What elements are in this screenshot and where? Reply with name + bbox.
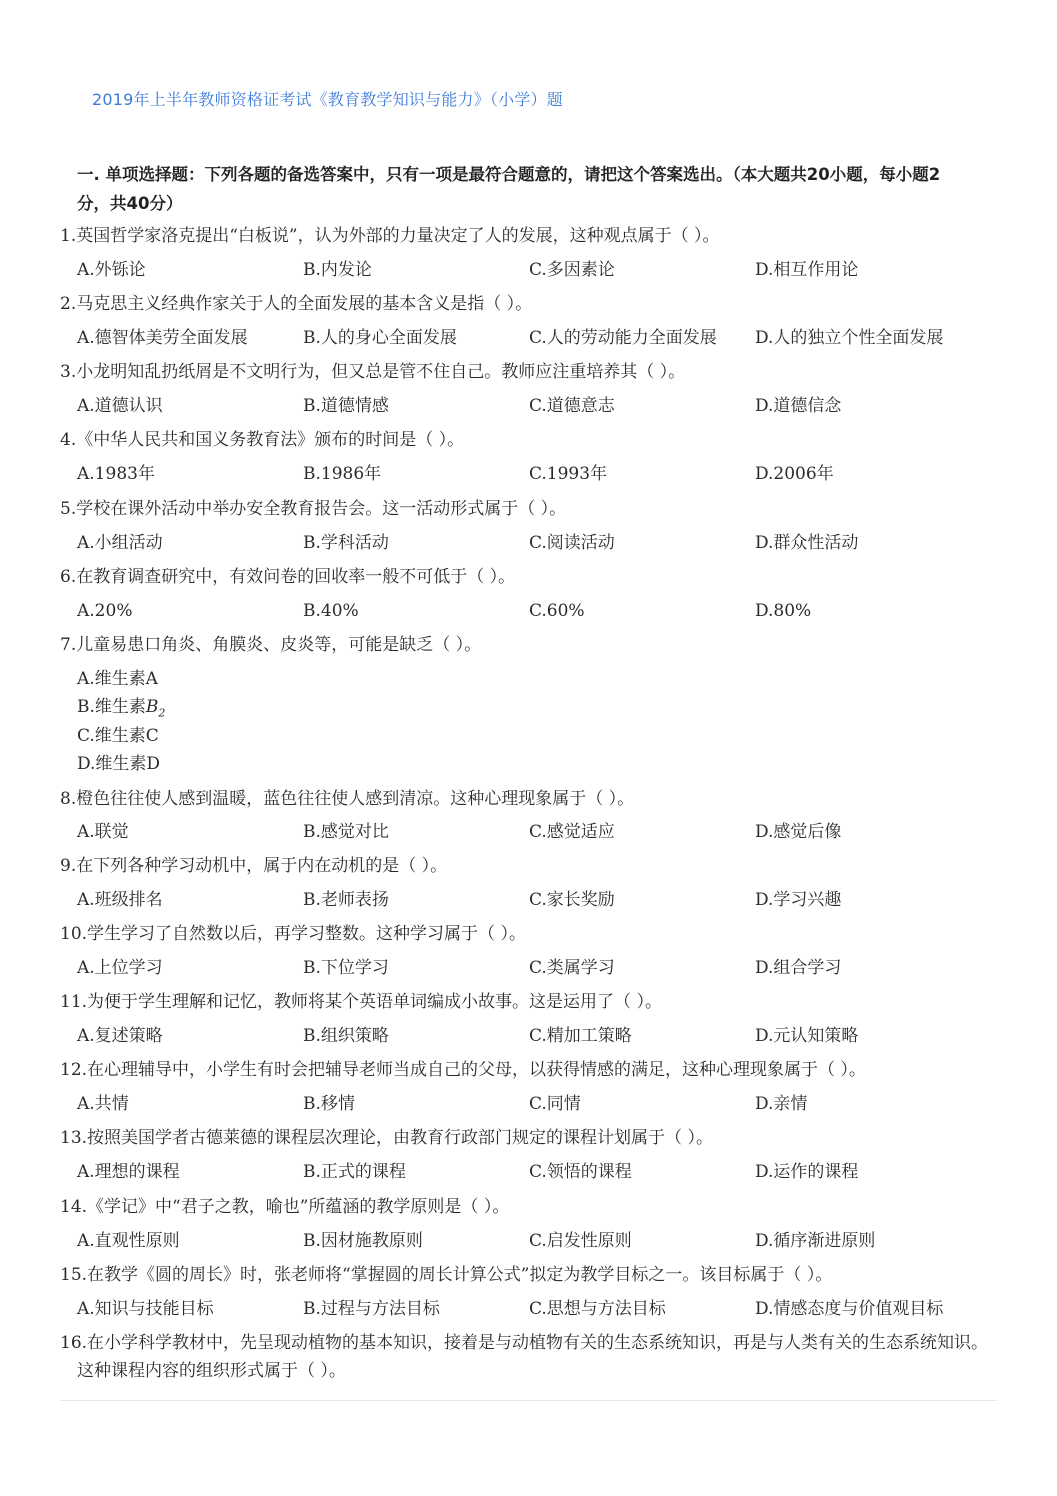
option-c: C.感觉适应 bbox=[529, 822, 615, 842]
option-b: B.内发论 bbox=[303, 260, 372, 280]
option-b: B.老师表扬 bbox=[303, 890, 389, 910]
option-b: B.1986年 bbox=[303, 464, 382, 484]
option-c: C.道德意志 bbox=[529, 396, 615, 416]
option-b-symbol: B bbox=[145, 697, 159, 717]
question-3-options bbox=[77, 392, 997, 420]
option-c: C.精加工策略 bbox=[529, 1026, 632, 1046]
option-b: B.人的身心全面发展 bbox=[303, 328, 457, 348]
option-a: A.知识与技能目标 bbox=[77, 1299, 214, 1319]
option-d: D.群众性活动 bbox=[755, 533, 859, 553]
option-c: C.1993年 bbox=[529, 464, 608, 484]
option-d: D.80% bbox=[755, 601, 812, 621]
option-a: A.道德认识 bbox=[77, 396, 163, 416]
question-14-options bbox=[77, 1227, 997, 1255]
option-d: D.相互作用论 bbox=[755, 260, 859, 280]
question-5-stem: 5.学校在课外活动中举办安全教育报告会。这一活动形式属于（ ）。 bbox=[60, 499, 567, 519]
question-11-stem: 11.为便于学生理解和记忆，教师将某个英语单词编成小故事。这是运用了（ ）。 bbox=[60, 992, 662, 1012]
page-divider bbox=[60, 1400, 997, 1401]
option-c: C.类属学习 bbox=[529, 958, 615, 978]
option-b: B.过程与方法目标 bbox=[303, 1299, 440, 1319]
option-c: C.家长奖励 bbox=[529, 890, 615, 910]
question-10-options bbox=[77, 954, 997, 982]
option-b: B.感觉对比 bbox=[303, 822, 389, 842]
option-d: D.2006年 bbox=[755, 464, 834, 484]
option-a: A.20% bbox=[77, 601, 133, 621]
question-10-stem: 10.学生学习了自然数以后，再学习整数。这种学习属于（ ）。 bbox=[60, 924, 526, 944]
option-c: C.60% bbox=[529, 601, 585, 621]
section-heading: 一. 单项选择题：下列各题的备选答案中，只有一项是最符合题意的，请把这个答案选出。（本大题共20小题，每小题2分，共40分） bbox=[77, 165, 941, 213]
option-d: D.元认知策略 bbox=[755, 1026, 859, 1046]
option-b: B.下位学习 bbox=[303, 958, 389, 978]
option-a: A.1983年 bbox=[77, 464, 155, 484]
option-a: A.德智体美劳全面发展 bbox=[77, 328, 248, 348]
question-4-options bbox=[77, 460, 997, 488]
option-b-text: B.维生素 bbox=[77, 697, 146, 717]
option-b: B.40% bbox=[303, 601, 359, 621]
option-d: D.情感态度与价值观目标 bbox=[755, 1299, 944, 1319]
option-a: A.理想的课程 bbox=[77, 1162, 180, 1182]
option-d: D.人的独立个性全面发展 bbox=[755, 328, 944, 348]
option-d: D.组合学习 bbox=[755, 958, 842, 978]
question-12-options bbox=[77, 1090, 997, 1118]
question-9-stem: 9.在下列各种学习动机中，属于内在动机的是（ ）。 bbox=[60, 856, 448, 876]
option-c: C.领悟的课程 bbox=[529, 1162, 632, 1182]
question-11-options bbox=[77, 1022, 997, 1050]
option-a: A.上位学习 bbox=[77, 958, 163, 978]
option-c: C.思想与方法目标 bbox=[529, 1299, 666, 1319]
question-16-stem: 16.在小学科学教材中，先呈现动植物的基本知识，接着是与动植物有关的生态系统知识，再是与人类有关的生态系统知识。这种课程内容的组织形式属于（ ）。 bbox=[60, 1333, 989, 1381]
question-8-options bbox=[77, 818, 997, 846]
question-1-options bbox=[77, 256, 997, 284]
option-d: D.运作的课程 bbox=[755, 1162, 859, 1182]
option-d: D.感觉后像 bbox=[755, 822, 842, 842]
option-c: C.阅读活动 bbox=[529, 533, 615, 553]
option-c: C.同情 bbox=[529, 1094, 581, 1114]
question-7-stem: 7.儿童易患口角炎、角膜炎、皮炎等，可能是缺乏（ ）。 bbox=[60, 635, 482, 655]
option-c: C.多因素论 bbox=[529, 260, 615, 280]
option-a: A.共情 bbox=[77, 1094, 129, 1114]
question-6-stem: 6.在教育调查研究中，有效问卷的回收率一般不可低于（ ）。 bbox=[60, 567, 516, 587]
question-2-stem: 2.马克思主义经典作家关于人的全面发展的基本含义是指（ ）。 bbox=[60, 294, 533, 314]
option-c: C.人的劳动能力全面发展 bbox=[529, 328, 717, 348]
option-a: A.外铄论 bbox=[77, 260, 146, 280]
option-b-subscript: 2 bbox=[158, 706, 166, 720]
option-a: A.小组活动 bbox=[77, 533, 163, 553]
question-3-stem: 3.小龙明知乱扔纸屑是不文明行为，但又总是管不住自己。教师应注重培养其（ ）。 bbox=[60, 362, 686, 382]
option-d: D.维生素D bbox=[77, 754, 161, 774]
question-13-stem: 13.按照美国学者古德莱德的课程层次理论，由教育行政部门规定的课程计划属于（ ）。 bbox=[60, 1128, 713, 1148]
option-d: D.亲情 bbox=[755, 1094, 808, 1114]
question-4-stem: 4.《中华人民共和国义务教育法》颁布的时间是（ ）。 bbox=[60, 430, 465, 450]
question-2-options bbox=[77, 324, 997, 352]
option-b: B.正式的课程 bbox=[303, 1162, 406, 1182]
option-d: D.道德信念 bbox=[755, 396, 842, 416]
question-6-options bbox=[77, 597, 997, 625]
question-15-stem: 15.在教学《圆的周长》时，张老师将“掌握圆的周长计算公式”拟定为教学目标之一。该目标属于（ ）。 bbox=[60, 1265, 833, 1285]
option-d: D.学习兴趣 bbox=[755, 890, 842, 910]
question-15-options bbox=[77, 1295, 997, 1323]
option-b: B.移情 bbox=[303, 1094, 355, 1114]
option-b: B.组织策略 bbox=[303, 1026, 389, 1046]
exam-title: 2019年上半年教师资格证考试《教育教学知识与能力》（小学）题 bbox=[92, 90, 563, 109]
question-13-options bbox=[77, 1158, 997, 1186]
question-9-options bbox=[77, 886, 997, 914]
option-b: B.因材施教原则 bbox=[303, 1231, 423, 1251]
option-a: A.班级排名 bbox=[77, 890, 163, 910]
option-c: C.启发性原则 bbox=[529, 1231, 632, 1251]
option-b: B.道德情感 bbox=[303, 396, 389, 416]
option-a: A.维生素A bbox=[77, 669, 158, 689]
option-a: A.直观性原则 bbox=[77, 1231, 180, 1251]
question-14-stem: 14.《学记》中“君子之教，喻也”所蕴涵的教学原则是（ ）。 bbox=[60, 1197, 510, 1217]
option-a: A.复述策略 bbox=[77, 1026, 163, 1046]
question-8-stem: 8.橙色往往使人感到温暖，蓝色往往使人感到清凉。这种心理现象属于（ ）。 bbox=[60, 789, 635, 809]
option-c: C.维生素C bbox=[77, 726, 159, 746]
question-1-stem: 1.英国哲学家洛克提出“白板说”，认为外部的力量决定了人的发展，这种观点属于（ ）。 bbox=[60, 226, 720, 246]
question-5-options bbox=[77, 529, 997, 557]
option-b: B.学科活动 bbox=[303, 533, 389, 553]
option-a: A.联觉 bbox=[77, 822, 129, 842]
option-d: D.循序渐进原则 bbox=[755, 1231, 876, 1251]
question-12-stem: 12.在心理辅导中，小学生有时会把辅导老师当成自己的父母，以获得情感的满足，这种心理现象属于（ ）。 bbox=[60, 1060, 866, 1080]
